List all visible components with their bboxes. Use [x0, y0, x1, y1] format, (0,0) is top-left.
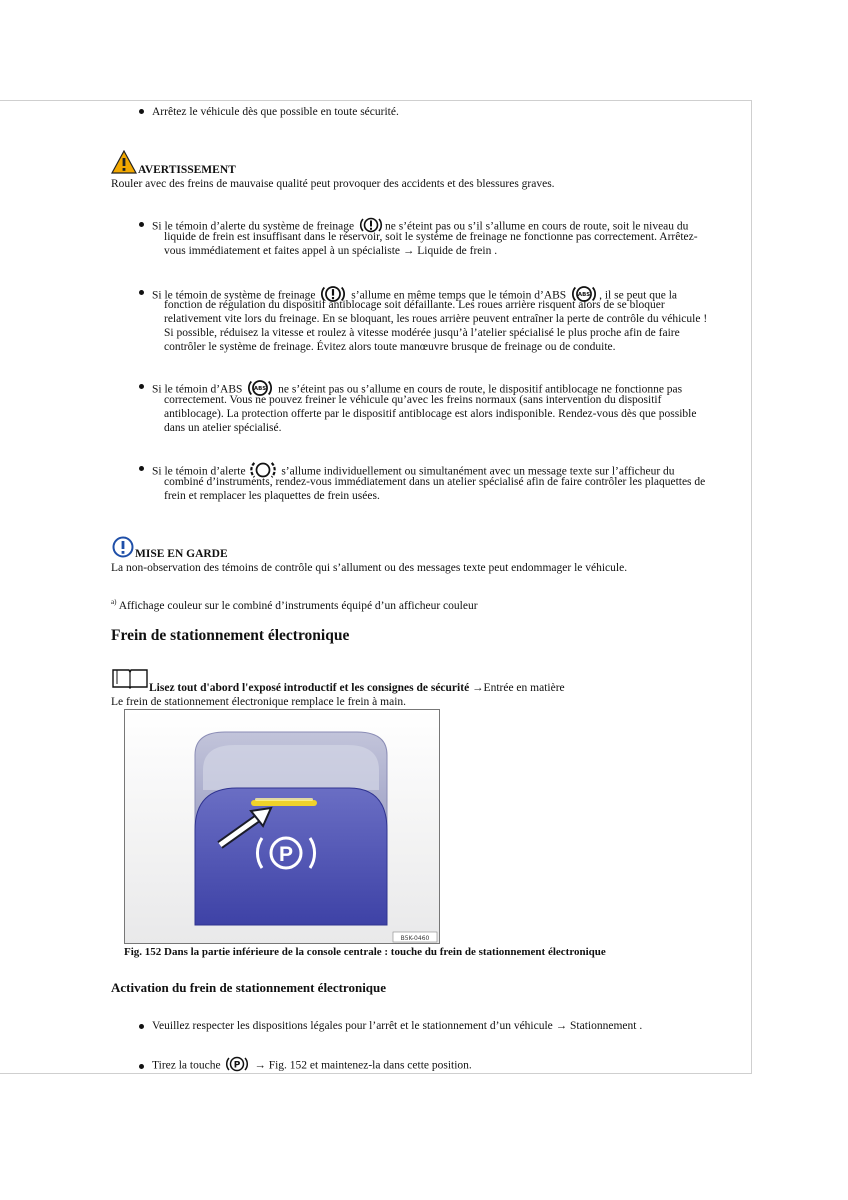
warning-bullet-1-line-3: vous immédiatement et faites appel à un spécialiste → Liquide de frein . — [164, 245, 498, 257]
caution-circle-icon — [111, 536, 135, 562]
footnote-text: Affichage couleur sur le combiné d’instruments équipé d’un afficheur couleur — [118, 599, 478, 612]
warning-bullet-1-line-2: liquide de frein est insuffisant dans le réservoir, soit le système de freinage ne fonctionne pas correctement. Arrêtez- — [164, 231, 698, 243]
warning-bullet-3-line-2: correctement. Vous ne pouvez freiner le véhicule qu’avec les freins normaux (sans intervention du dispositif — [164, 394, 662, 406]
warning-bullet-3-line-3: antiblocage). La protection offerte par le dispositif antiblocage est alors indisponible. Rendez-vous dès que possible — [164, 408, 697, 420]
bullet-dot — [139, 1064, 144, 1069]
warning-b3-text-a: Si le témoin d’ABS — [152, 383, 243, 396]
figure-parking-symbol: P — [278, 843, 294, 866]
book-icon — [111, 667, 149, 693]
caution-text: La non-observation des témoins de contrôle qui s’allument ou des messages texte peut endommager le véhicule. — [111, 562, 628, 574]
caution-title: MISE EN GARDE — [135, 548, 228, 560]
warning-b3-text-b: ne s’éteint pas ou s’allume en cours de route, le dispositif antiblocage ne fonctionne pas — [278, 383, 683, 396]
warning-bullet-2-line-2: fonction de régulation du dispositif antiblocage soit défaillante. Les roues arrière risquent alors de se bloquer — [164, 299, 665, 311]
warning-b1-text-a: Si le témoin d’alerte du système de freinage — [152, 220, 355, 233]
bullet-dot — [139, 466, 144, 471]
activation-b2-text-b[interactable]: → Fig. 152 et maintenez-la dans cette position. — [254, 1059, 472, 1072]
svg-text:P: P — [234, 1060, 241, 1071]
warning-b2-text-c: , il se peut que la — [599, 289, 678, 302]
warning-b2-text-a: Si le témoin de système de freinage — [152, 289, 316, 302]
svg-text:ABS: ABS — [254, 386, 267, 393]
warning-bullet-2-line-3: relativement vite lors du freinage. En se bloquant, les roues arrière peuvent entraîner la perte de contrôle du véhicule ! — [164, 313, 708, 325]
footnote — [111, 595, 478, 613]
warning-bullet-3-line-4: dans un atelier spécialisé. — [164, 422, 282, 434]
svg-text:ABS: ABS — [577, 292, 591, 299]
footnote-mark: a) — [111, 598, 117, 606]
warning-bullet-2-line-4: Si possible, réduisez la vitesse et roulez à vitesse modérée jusqu’à l’atelier spécialisé le plus proche afin de faire — [164, 327, 680, 339]
parking-brake-icon — [225, 1054, 249, 1078]
figure-code: B5K-0460 — [400, 935, 430, 942]
activation-bullet-1: Veuillez respecter les dispositions légales pour l’arrêt et le stationnement d’un véhicule → Stationnement . — [152, 1020, 643, 1032]
warning-bullet-4-line-2: combiné d’instruments, rendez-vous immédiatement dans un atelier spécialisé afin de faire contrôler les plaquettes de — [164, 476, 706, 488]
figure-caption: Fig. 152 Dans la partie inférieure de la console centrale : touche du frein de stationnement électronique — [124, 946, 606, 958]
warning-title: AVERTISSEMENT — [138, 164, 236, 176]
bullet-dot — [139, 1024, 144, 1029]
subsection-title: Activation du frein de stationnement électronique — [111, 980, 387, 995]
warning-bullet-2-line-5: contrôler le système de freinage. Évitez alors toute manœuvre brusque de freinage ou de conduite. — [164, 341, 616, 353]
warning-triangle-icon — [111, 150, 137, 178]
warning-b2-text-b: s’allume en même temps que le témoin d’ABS — [351, 289, 567, 302]
section-title: Frein de stationnement électronique — [111, 627, 350, 644]
warning-b1-text-b: ne s’éteint pas ou s’il s’allume en cours de route, soit le niveau du — [385, 220, 689, 233]
warning-intro: Rouler avec des freins de mauvaise qualité peut provoquer des accidents et des blessures graves. — [111, 178, 555, 190]
bullet-text: Arrêtez le véhicule dès que possible en toute sécurité. — [152, 106, 399, 118]
bullet-dot — [139, 384, 144, 389]
activation-bullet-2 — [152, 1054, 472, 1078]
read-first-link[interactable]: →Entrée en matière — [472, 682, 565, 694]
section-intro: Le frein de stationnement électronique remplace le frein à main. — [111, 696, 407, 708]
bullet-dot — [139, 222, 144, 227]
bullet-dot — [139, 290, 144, 295]
read-first-line — [149, 681, 565, 695]
warning-b4-text-a: Si le témoin d’alerte — [152, 465, 246, 478]
bullet-dot — [139, 109, 144, 114]
warning-b4-text-b: s’allume individuellement ou simultanément avec un message texte sur l’afficheur du — [281, 465, 675, 478]
activation-b2-text-a: Tirez la touche — [152, 1059, 221, 1072]
warning-bullet-4-line-3: frein et remplacer les plaquettes de frein usées. — [164, 490, 380, 502]
read-first-text: Lisez tout d'abord l'exposé introductif et les consignes de sécurité — [149, 682, 470, 694]
figure-parking-brake — [124, 709, 440, 944]
